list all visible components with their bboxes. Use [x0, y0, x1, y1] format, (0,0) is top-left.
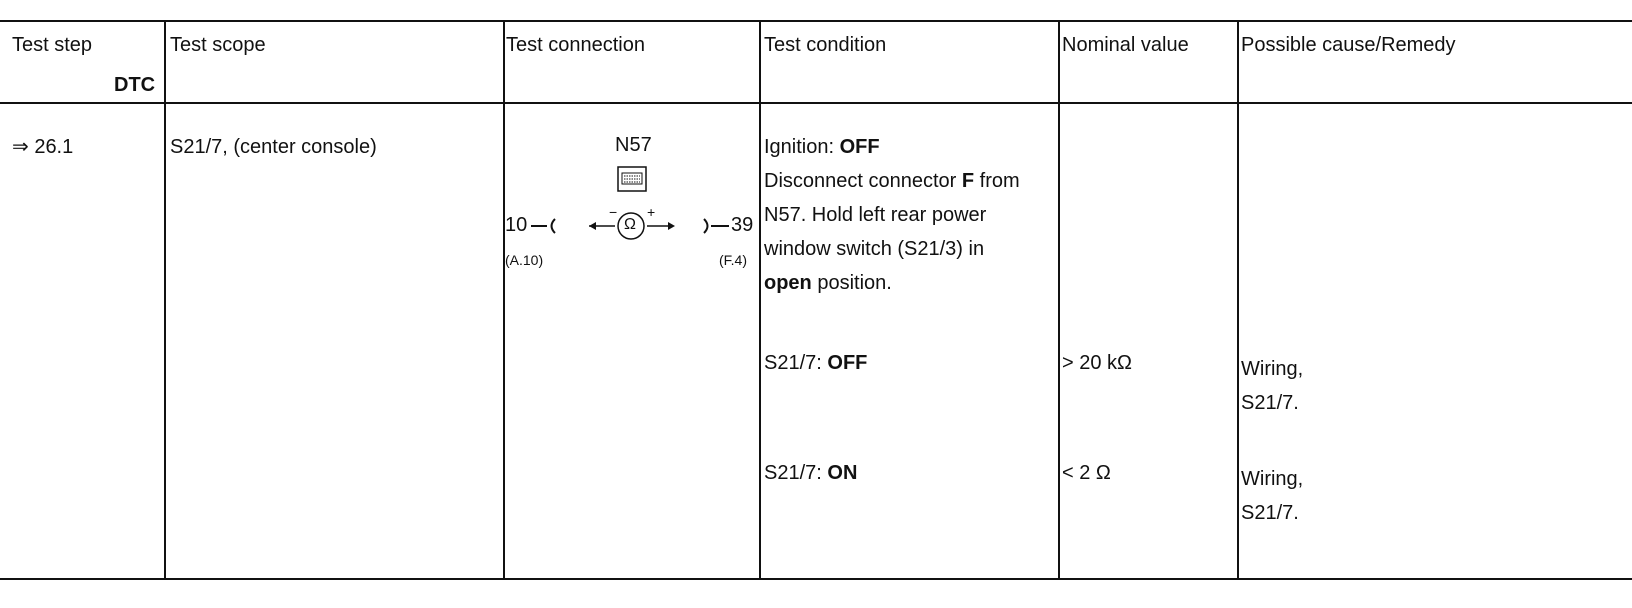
- condition-text: position.: [811, 272, 892, 294]
- header-bottom-border: [0, 102, 1632, 104]
- cause-on-line-1: Wiring,: [1241, 468, 1304, 490]
- meter-minus: −: [609, 204, 618, 220]
- sub-condition-bold: ON: [827, 462, 858, 484]
- sub-condition-on: [764, 456, 857, 490]
- table-top-border: [0, 20, 1632, 22]
- condition-line: [764, 266, 892, 300]
- sub-condition-off: [764, 346, 867, 380]
- col-divider-1: [164, 20, 166, 580]
- condition-text: window switch (S21/3) in: [764, 238, 985, 260]
- col-divider-5: [1237, 20, 1239, 580]
- right-pin-ref: (F.4): [719, 252, 747, 268]
- left-pin-ref: (A.10): [505, 252, 544, 268]
- header-nominal-value: Nominal value: [1062, 34, 1189, 56]
- header-test-step: Test step: [12, 34, 93, 56]
- col-divider-4: [1058, 20, 1060, 580]
- meter-plus: +: [647, 204, 656, 220]
- test-step-value: ⇒ 26.1: [12, 136, 74, 158]
- nominal-value-on: < 2 Ω: [1062, 462, 1111, 484]
- condition-line: [764, 232, 984, 266]
- connection-diagram: [505, 128, 757, 278]
- header-test-scope: Test scope: [170, 34, 266, 56]
- test-scope-value: S21/7, (center console): [170, 136, 377, 158]
- nominal-value-off: > 20 kΩ: [1062, 352, 1132, 374]
- table-bottom-border: [0, 578, 1632, 580]
- header-test-connection: Test connection: [506, 34, 645, 56]
- meter-symbol: Ω: [624, 216, 636, 233]
- control-module-icon: [617, 166, 647, 192]
- sub-condition-text: S21/7:: [764, 462, 828, 484]
- condition-text: Disconnect connector: [764, 170, 962, 192]
- header-dtc: DTC: [114, 74, 156, 96]
- condition-line: [764, 164, 1020, 198]
- header-test-condition: Test condition: [764, 34, 887, 56]
- sub-condition-bold: OFF: [827, 352, 868, 374]
- right-pin: 39: [731, 214, 754, 236]
- col-divider-2: [503, 20, 505, 580]
- condition-bold: OFF: [839, 136, 880, 158]
- condition-bold: open: [764, 272, 812, 294]
- condition-line: [764, 198, 986, 232]
- cause-off-line-1: Wiring,: [1241, 358, 1304, 380]
- left-connector-icon: [531, 216, 559, 236]
- condition-text: N57. Hold left rear power: [764, 204, 987, 226]
- condition-text: Ignition:: [764, 136, 840, 158]
- left-pin: 10: [505, 214, 528, 236]
- module-label: N57: [615, 134, 652, 156]
- condition-bold: F: [961, 170, 975, 192]
- col-divider-3: [759, 20, 761, 580]
- condition-line: [764, 130, 880, 164]
- header-possible-cause: Possible cause/Remedy: [1241, 34, 1456, 56]
- cause-off-line-2: S21/7.: [1241, 392, 1299, 414]
- right-connector-icon: [701, 216, 729, 236]
- condition-text: from: [974, 170, 1020, 192]
- cause-on-line-2: S21/7.: [1241, 502, 1299, 524]
- sub-condition-text: S21/7:: [764, 352, 828, 374]
